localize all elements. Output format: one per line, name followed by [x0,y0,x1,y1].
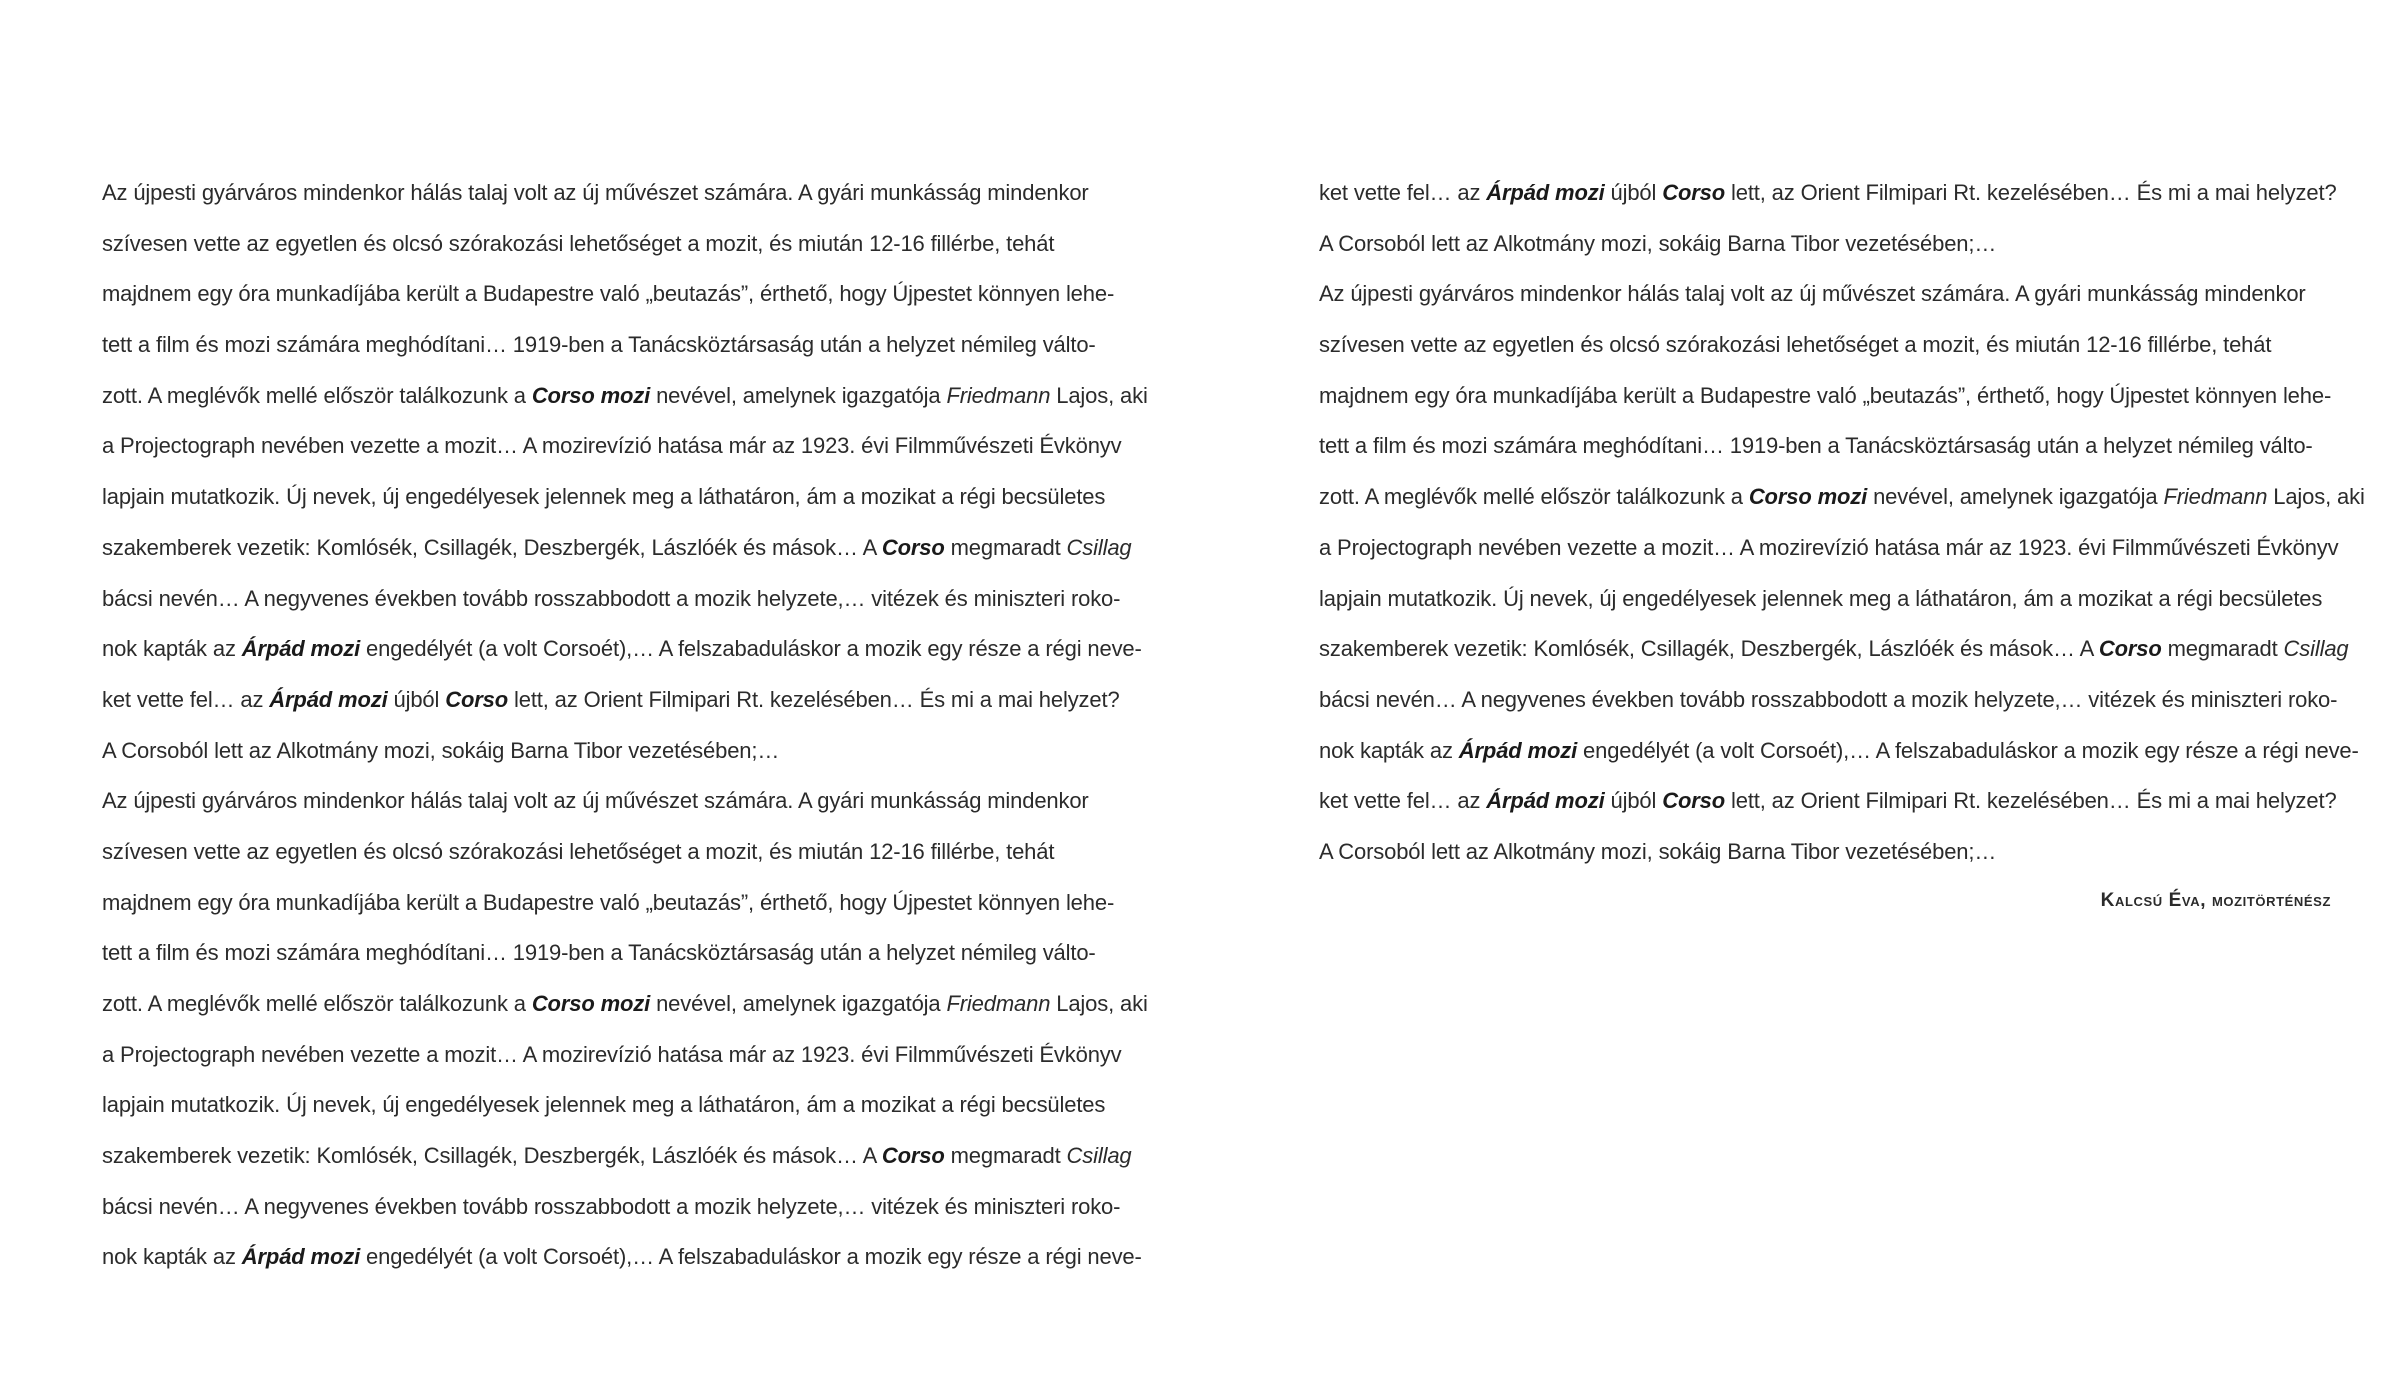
bold-italic-span [242,1244,360,1269]
text-segment: a Projectograph nevében vezette a mozit… A mozirevízió hatása már az 1923. évi Filmművészeti Évkönyv [1319,534,2339,560]
bold-italic-span [1662,788,1725,813]
text-segment: nevével, amelynek igazgatója [1867,484,2164,510]
text-line [102,478,1112,529]
text-line [102,1036,1122,1087]
text-line [102,630,1142,681]
text-segment: szakemberek vezetik: Komlósék, Csillagék, Deszbergék, Lászlóék és mások… A [102,1143,882,1169]
text-line [1319,326,2331,377]
text-line [102,580,1121,631]
bold-italic-span [882,1143,945,1168]
emphasized-name: Corso [881,534,945,560]
text-segment: bácsi nevén… A negyvenes években tovább rosszabbodott a mozik helyzete,… vitézek és miniszteri roko- [102,1193,1121,1219]
text-line [102,1086,1112,1137]
text-segment: szívesen vette az egyetlen és olcsó szórakozási lehetőséget a mozit, és miután 12-16 fillérbe, tehát [1319,332,2272,358]
text-line [102,782,1112,833]
text-segment: lapjain mutatkozik. Új nevek, új engedélyesek jelennek meg a láthatáron, ám a mozikat a régi becsületes [102,484,1106,510]
text-line [1319,427,2331,478]
text-line [1319,174,2337,225]
text-segment: szakemberek vezetik: Komlósék, Csillagék, Deszbergék, Lászlóék és mások… A [1319,636,2099,662]
text-line [1319,225,2331,276]
text-line [102,833,1112,884]
text-segment: engedélyét (a volt Corsoét),… A felszabaduláskor a mozik egy része a régi neve- [360,1244,1142,1270]
text-line [1319,833,2331,884]
text-segment: lett, az Orient Filmipari Rt. kezelésében… És mi a mai helyzet? [1725,788,2337,814]
emphasized-name: Corso mozi [531,382,651,408]
text-line [102,1188,1121,1239]
text-segment: lapjain mutatkozik. Új nevek, új engedélyesek jelennek meg a láthatáron, ám a mozikat a régi becsületes [102,1092,1106,1118]
text-line [102,681,1120,732]
emphasized-name: Árpád mozi [1458,737,1578,763]
author-signature: Kalcsú Éva, mozitörténész [2100,889,2331,911]
text-segment: szívesen vette az egyetlen és olcsó szórakozási lehetőséget a mozit, és miután 12-16 fillérbe, tehát [102,838,1055,864]
text-line [102,225,1112,276]
text-segment: A Corsoból lett az Alkotmány mozi, sokáig Barna Tibor vezetésében;… [1319,838,1997,864]
text-line [1319,529,2339,580]
text-segment: szívesen vette az egyetlen és olcsó szórakozási lehetőséget a mozit, és miután 12-16 fillérbe, tehát [102,230,1055,256]
text-segment: nok kapták az [1319,737,1459,763]
bold-italic-span [269,687,387,712]
text-line [102,377,1148,428]
italic-name: Friedmann [946,991,1051,1016]
text-segment: tett a film és mozi számára meghódítani… 1919-ben a Tanácsköztársaság után a helyzet némileg válto- [102,940,1096,966]
bold-italic-span [242,636,360,661]
text-segment: zott. A meglévők mellé először találkozunk a [102,382,532,408]
text-segment: újból [1604,788,1663,814]
bold-italic-span [882,535,945,560]
text-line [102,934,1112,985]
text-segment: megmaradt [2161,636,2284,662]
emphasized-name: Corso [1662,788,1726,814]
emphasized-name: Árpád mozi [1486,788,1605,814]
text-segment: nok kapták az [102,1244,242,1270]
emphasized-name: Corso [445,686,509,712]
bold-italic-span [1486,180,1604,205]
emphasized-name: Árpád mozi [241,636,361,662]
text-segment: újból [387,686,446,712]
text-segment: lapjain mutatkozik. Új nevek, új engedélyesek jelennek meg a láthatáron, ám a mozikat a régi becsületes [1319,585,2323,611]
text-line [102,326,1112,377]
emphasized-name: Árpád mozi [1486,180,1605,205]
text-line [102,174,1112,225]
text-segment: szakemberek vezetik: Komlósék, Csillagék, Deszbergék, Lászlóék és mások… A [102,534,882,560]
bold-italic-span [532,383,650,408]
text-segment: újból [1604,180,1663,205]
text-segment: Lajos, aki [2267,484,2365,510]
italic-name: Csillag [1066,534,1132,560]
text-segment: Az újpesti gyárváros mindenkor hálás talaj volt az új művészet számára. A gyári munkásság mindenkor [1319,281,2306,307]
text-segment: lett, az Orient Filmipari Rt. kezelésében… És mi a mai helyzet? [508,686,1120,712]
bold-italic-span [1749,484,1867,509]
text-line [102,985,1148,1036]
emphasized-name: Árpád mozi [269,686,388,712]
emphasized-name: Corso mozi [1748,484,1868,510]
italic-name: Friedmann [946,382,1051,408]
right-column-body [1319,174,2365,884]
text-segment: tett a film és mozi számára meghódítani… 1919-ben a Tanácsköztársaság után a helyzet némileg válto- [1319,433,2313,459]
text-segment: Az újpesti gyárváros mindenkor hálás talaj volt az új művészet számára. A gyári munkásság mindenkor [102,788,1089,814]
text-segment: nevével, amelynek igazgatója [650,991,947,1016]
text-segment: megmaradt [944,534,1067,560]
text-segment: engedélyét (a volt Corsoét),… A felszabaduláskor a mozik egy része a régi neve- [360,636,1142,662]
text-segment: a Projectograph nevében vezette a mozit… A mozirevízió hatása már az 1923. évi Filmművészeti Évkönyv [102,1041,1122,1067]
text-line [1319,580,2331,631]
text-segment: lett, az Orient Filmipari Rt. kezelésében… És mi a mai helyzet? [1725,180,2337,205]
text-segment: nok kapták az [102,636,242,662]
text-segment: nevével, amelynek igazgatója [650,382,947,408]
text-line [102,732,1112,783]
text-segment: engedélyét (a volt Corsoét),… A felszabaduláskor a mozik egy része a régi neve- [1577,737,2359,763]
emphasized-name: Corso [2098,636,2162,662]
emphasized-name: Corso [881,1143,945,1169]
text-segment: majdnem egy óra munkadíjába került a Budapestre való „beutazás”, érthető, hogy Újpestet könnyen lehe- [1319,382,2332,408]
text-segment: Az újpesti gyárváros mindenkor hálás talaj volt az új művészet számára. A gyári munkásság mindenkor [102,180,1089,205]
text-line [102,529,1132,580]
text-segment: megmaradt [944,1143,1067,1169]
italic-name: Csillag [2283,636,2349,662]
text-line [1319,782,2337,833]
text-line [1319,681,2338,732]
text-line [1319,377,2331,428]
text-line [1319,732,2359,783]
text-line [1319,630,2349,681]
text-segment: zott. A meglévők mellé először találkozunk a [102,991,532,1016]
text-line [1319,275,2331,326]
left-column [102,174,1148,1289]
emphasized-name: Corso mozi [531,991,651,1016]
bold-italic-span [2099,636,2162,661]
text-line [102,1238,1142,1289]
bold-italic-span [1662,180,1725,205]
text-segment: bácsi nevén… A negyvenes években tovább rosszabbodott a mozik helyzete,… vitézek és miniszteri roko- [1319,686,2338,712]
text-line [102,1137,1132,1188]
text-segment: majdnem egy óra munkadíjába került a Budapestre való „beutazás”, érthető, hogy Újpestet könnyen lehe- [102,889,1115,915]
text-segment: A Corsoból lett az Alkotmány mozi, sokáig Barna Tibor vezetésében;… [1319,230,1997,256]
text-segment: Lajos, aki [1050,991,1148,1016]
text-segment: ket vette fel… az [102,686,270,712]
text-segment: bácsi nevén… A negyvenes években tovább rosszabbodott a mozik helyzete,… vitézek és miniszteri roko- [102,585,1121,611]
italic-name: Friedmann [2163,484,2268,510]
text-line [102,427,1122,478]
text-segment: zott. A meglévők mellé először találkozunk a [1319,484,1749,510]
text-segment: Lajos, aki [1050,382,1148,408]
bold-italic-span [445,687,508,712]
text-line [102,275,1115,326]
text-segment: ket vette fel… az [1319,788,1487,814]
bold-italic-span [532,991,650,1016]
text-line [1319,478,2365,529]
text-line [102,884,1115,935]
text-segment: A Corsoból lett az Alkotmány mozi, sokáig Barna Tibor vezetésében;… [102,737,780,763]
emphasized-name: Corso [1662,180,1726,205]
bold-italic-span [1486,788,1604,813]
text-segment: a Projectograph nevében vezette a mozit… A mozirevízió hatása már az 1923. évi Filmművészeti Évkönyv [102,433,1122,459]
text-segment: majdnem egy óra munkadíjába került a Budapestre való „beutazás”, érthető, hogy Újpestet könnyen lehe- [102,281,1115,307]
text-segment: tett a film és mozi számára meghódítani… 1919-ben a Tanácsköztársaság után a helyzet némileg válto- [102,332,1096,358]
right-column [1319,174,2365,912]
text-segment: ket vette fel… az [1319,180,1487,205]
bold-italic-span [1459,738,1577,763]
emphasized-name: Árpád mozi [241,1244,361,1270]
italic-name: Csillag [1066,1143,1132,1169]
